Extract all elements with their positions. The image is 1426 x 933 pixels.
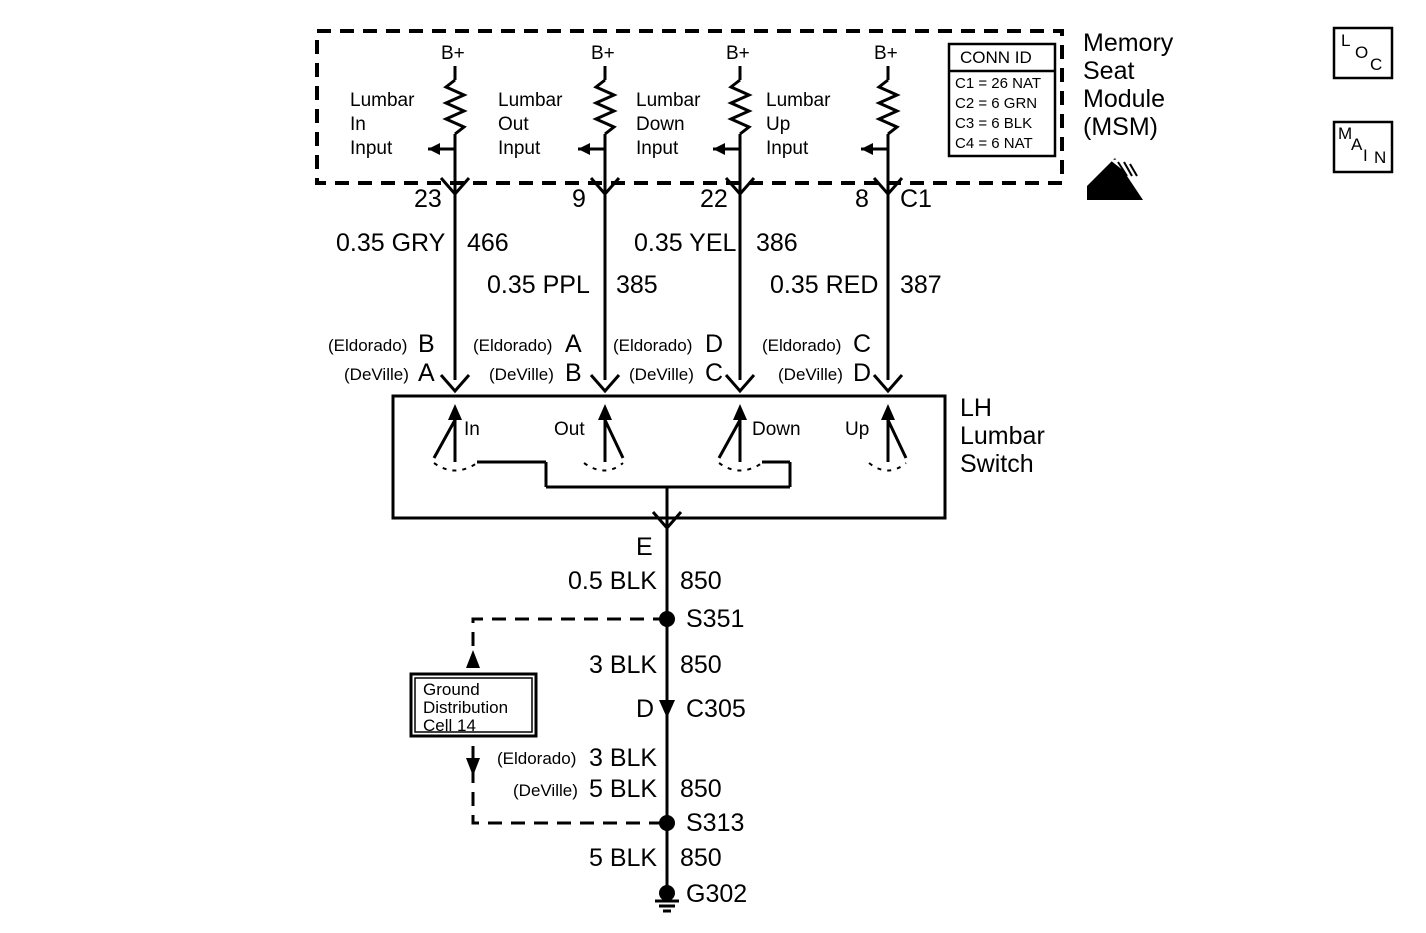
wire-circuit-386: 386 — [756, 229, 798, 257]
terminal-deville-4: D — [853, 359, 872, 387]
variant-deville-3: (DeVille) — [629, 365, 694, 384]
input-label-lumbar-up-3: Input — [766, 138, 809, 159]
wire-spec-gry: 0.35 GRY — [336, 229, 446, 257]
main-box-letter-2: A — [1351, 135, 1363, 154]
loc-box-letter-3: C — [1370, 55, 1383, 74]
ground-distribution-line-3: Cell 14 — [423, 716, 476, 735]
wire-circuit-385: 385 — [616, 271, 658, 299]
variant-deville-2: (DeVille) — [489, 365, 554, 384]
input-label-lumbar-in-3: Input — [350, 138, 393, 159]
module-name-line-1: Memory — [1083, 29, 1174, 57]
splice-s351-label: S351 — [686, 605, 745, 633]
ground-seg3-eldorado-variant: (Eldorado) — [497, 749, 577, 768]
switch-output-pin-e: E — [636, 533, 653, 561]
pin-number-9: 9 — [572, 185, 586, 213]
loc-box-letter-1: L — [1341, 31, 1351, 50]
main-box-letter-1: M — [1338, 124, 1353, 143]
input-label-lumbar-down-3: Input — [636, 138, 679, 159]
module-name-line-2: Seat — [1083, 57, 1135, 85]
variant-eldorado-1: (Eldorado) — [328, 336, 408, 355]
supply-label-4: B+ — [874, 43, 898, 64]
terminal-eldorado-4: C — [853, 330, 872, 358]
ground-seg4-circuit: 850 — [680, 844, 722, 872]
terminal-deville-1: A — [418, 359, 435, 387]
supply-label-1: B+ — [441, 43, 465, 64]
switch-name-line-1: LH — [960, 394, 992, 422]
switch-position-down: Down — [752, 419, 801, 440]
ground-seg1-circuit: 850 — [680, 567, 722, 595]
conn-id-row-2: C2 = 6 GRN — [955, 95, 1038, 112]
variant-deville-1: (DeVille) — [344, 365, 409, 384]
ground-seg3-deville-variant: (DeVille) — [513, 781, 578, 800]
pin-number-23: 23 — [414, 185, 442, 213]
wire-spec-ppl: 0.35 PPL — [487, 271, 590, 299]
ground-seg4-spec: 5 BLK — [589, 844, 658, 872]
main-box-letter-3: I — [1363, 146, 1368, 165]
connector-label-c1: C1 — [900, 185, 932, 213]
terminal-eldorado-3: D — [705, 330, 724, 358]
input-label-lumbar-up-2: Up — [766, 114, 791, 135]
ground-seg3-circuit: 850 — [680, 775, 722, 803]
switch-position-in: In — [464, 419, 480, 440]
variant-deville-4: (DeVille) — [778, 365, 843, 384]
terminal-eldorado-1: B — [418, 330, 435, 358]
loc-box-letter-2: O — [1355, 43, 1369, 62]
module-name-line-3: Module — [1083, 85, 1165, 113]
supply-label-3: B+ — [726, 43, 750, 64]
input-label-lumbar-out-1: Lumbar — [498, 90, 563, 111]
conn-id-row-1: C1 = 26 NAT — [955, 75, 1042, 92]
conn-id-row-4: C4 = 6 NAT — [955, 135, 1033, 152]
switch-name-line-3: Switch — [960, 450, 1034, 478]
ground-seg2-spec: 3 BLK — [589, 651, 658, 679]
input-label-lumbar-in-2: In — [350, 114, 366, 135]
terminal-eldorado-2: A — [565, 330, 582, 358]
variant-eldorado-3: (Eldorado) — [613, 336, 693, 355]
terminal-deville-2: B — [565, 359, 582, 387]
main-box-letter-4: N — [1374, 148, 1387, 167]
ground-seg3-deville-spec: 5 BLK — [589, 775, 658, 803]
ground-distribution-line-1: Ground — [423, 680, 480, 699]
connector-pin-d: D — [636, 695, 655, 723]
wire-spec-yel: 0.35 YEL — [634, 229, 737, 257]
input-label-lumbar-in-1: Lumbar — [350, 90, 415, 111]
ground-seg2-circuit: 850 — [680, 651, 722, 679]
input-label-lumbar-down-1: Lumbar — [636, 90, 701, 111]
connector-c305-label: C305 — [686, 695, 746, 723]
input-label-lumbar-up-1: Lumbar — [766, 90, 831, 111]
input-label-lumbar-down-2: Down — [636, 114, 685, 135]
ground-distribution-line-2: Distribution — [423, 698, 509, 717]
variant-eldorado-4: (Eldorado) — [762, 336, 842, 355]
conn-id-title: CONN ID — [960, 48, 1032, 67]
input-label-lumbar-out-3: Input — [498, 138, 541, 159]
supply-label-2: B+ — [591, 43, 615, 64]
input-label-lumbar-out-2: Out — [498, 114, 529, 135]
wire-spec-red: 0.35 RED — [770, 271, 879, 299]
switch-position-up: Up — [845, 419, 870, 440]
ground-point-g302: G302 — [686, 880, 748, 908]
splice-s313-label: S313 — [686, 809, 745, 837]
wire-circuit-387: 387 — [900, 271, 942, 299]
ground-seg1-spec: 0.5 BLK — [568, 567, 657, 595]
wire-circuit-466: 466 — [467, 229, 509, 257]
ground-seg3-eldorado-spec: 3 BLK — [589, 744, 658, 772]
variant-eldorado-2: (Eldorado) — [473, 336, 553, 355]
conn-id-row-3: C3 = 6 BLK — [955, 115, 1033, 132]
terminal-deville-3: C — [705, 359, 724, 387]
switch-name-line-2: Lumbar — [960, 422, 1045, 450]
module-name-line-4: (MSM) — [1083, 113, 1158, 141]
pin-number-8: 8 — [855, 185, 869, 213]
switch-position-out: Out — [554, 419, 585, 440]
pin-number-22: 22 — [700, 185, 728, 213]
